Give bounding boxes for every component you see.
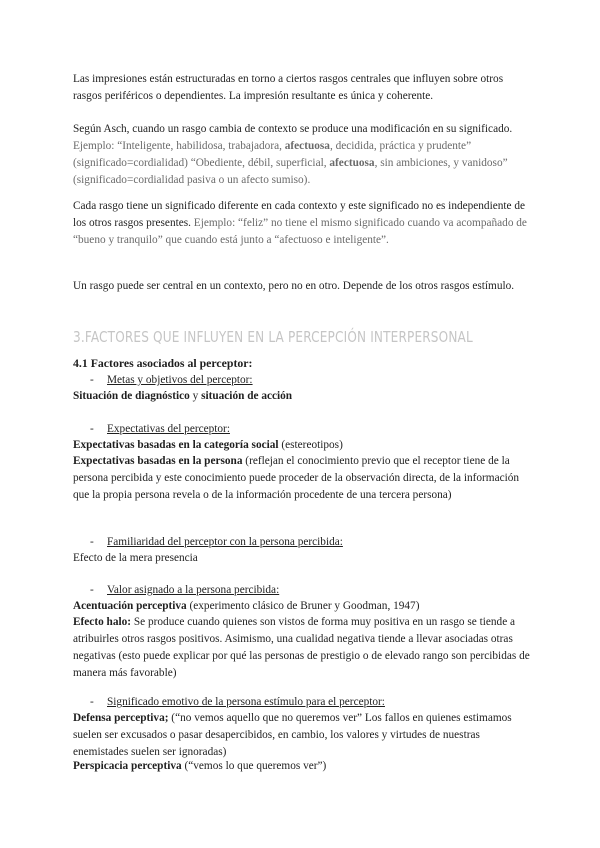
connector-text: y (189, 390, 202, 402)
line-text: (reflejan el conocimiento previo que el receptor tiene de la persona percibida y este conocimiento puede proceder de la observación directa, de la información que la propia persona revela o de la información procedente de una tercera persona) (73, 455, 520, 501)
line-acentuacion (73, 598, 533, 615)
bullet-dash: - (90, 696, 94, 708)
highlight-word: afectuosa (329, 157, 375, 169)
paragraph-central-traits (73, 71, 533, 105)
line-mera-presencia (73, 550, 533, 567)
line-defensa-perceptiva (73, 710, 533, 761)
bold-term: Situación de diagnóstico (73, 390, 190, 402)
line-text: (“vemos lo que queremos ver”) (181, 760, 327, 772)
bullet-familiaridad (90, 534, 343, 551)
example-text: , sin ambiciones, y vanidoso” (significado=cordialidad pasiva o un afecto sumiso). (73, 157, 508, 186)
line-text: (experimento clásico de Bruner y Goodman, 1947) (186, 600, 420, 612)
example-text: , decidida, práctica y prudente” (significado=cordialidad) “Obediente, débil, superficial, (73, 140, 472, 169)
paragraph-text: Un rasgo puede ser central en un contexto, pero no en otro. Depende de los otros rasgos estímulo. (73, 280, 515, 292)
line-text: (estereotipos) (278, 439, 343, 451)
bold-term: situación de acción (201, 390, 293, 402)
bullet-valor-asignado (90, 582, 279, 599)
paragraph-context-meaning (73, 198, 533, 249)
bullet-dash: - (90, 423, 94, 435)
line-categoria-social (73, 437, 533, 454)
bold-term: Expectativas basadas en la persona (73, 455, 243, 467)
example-text: Ejemplo: “Inteligente, habilidosa, trabajadora, (73, 140, 285, 152)
bold-term: Efecto halo: (73, 616, 132, 628)
bold-term: Perspicacia perceptiva (73, 760, 182, 772)
line-efecto-halo (73, 614, 533, 682)
bullet-label: Expectativas del perceptor: (107, 423, 230, 435)
highlight-word: afectuosa (284, 140, 330, 152)
paragraph-text: Las impresiones están estructuradas en torno a ciertos rasgos centrales que influyen sobre otros rasgos periféricos o dependientes. La impresión resultante es única y coherente. (73, 73, 504, 102)
line-text: Se produce cuando quienes son vistos de forma muy positiva en un rasgo se tiende a atribuirles otros rasgos positivos. Asimismo, una cualidad negativa tiende a llevar asociadas otras negativas (esto puede explicar por qué las personas de prestigio o de elevado rango son percibidas de manera más favorable) (73, 616, 530, 679)
bullet-label: Valor asignado a la persona percibida: (107, 584, 280, 596)
line-text: Efecto de la mera presencia (73, 552, 198, 564)
bullet-label: Metas y objetivos del perceptor: (107, 374, 253, 386)
paragraph-text: Cada rasgo tiene un significado diferente en cada contexto y este significado no es independiente de los otros rasgos presentes. (73, 200, 526, 229)
bold-term: Acentuación perceptiva (73, 600, 187, 612)
bullet-significado-emotivo (90, 694, 385, 711)
example-text: Ejemplo: “feliz” no tiene el mismo significado cuando va acompañado de “bueno y tranquilo” que cuando está junto a “afectuoso e inteligente”. (73, 217, 527, 246)
section-heading: 3.FACTORES QUE INFLUYEN EN LA PERCEPCIÓN INTERPERSONAL (73, 328, 473, 346)
bullet-expectativas (90, 421, 230, 438)
bullet-dash: - (90, 584, 94, 596)
paragraph-central-context (73, 278, 533, 295)
line-text: (“no vemos aquello que no queremos ver” Los fallos en quienes estimamos suelen ser excusados o pasar desapercibidos, en cambio, los valores y virtudes de nuestras enemistades suelen ser ignoradas) (73, 712, 512, 758)
subsection-heading: 4.1 Factores asociados al perceptor: (73, 356, 253, 370)
bold-term: Defensa perceptiva; (73, 712, 169, 724)
line-situacion (73, 388, 533, 405)
bullet-label: Significado emotivo de la persona estímulo para el perceptor: (107, 696, 385, 708)
paragraph-text: Según Asch, cuando un rasgo cambia de contexto se produce una modificación en su significado. (73, 123, 513, 135)
bold-term: Expectativas basadas en la categoría social (73, 439, 279, 451)
bullet-dash: - (90, 536, 94, 548)
bullet-label: Familiaridad del perceptor con la persona percibida: (107, 536, 343, 548)
paragraph-asch (73, 121, 533, 189)
bullet-metas (90, 372, 253, 389)
bullet-dash: - (90, 374, 94, 386)
line-perspicacia (73, 758, 533, 775)
line-basadas-persona (73, 453, 533, 504)
